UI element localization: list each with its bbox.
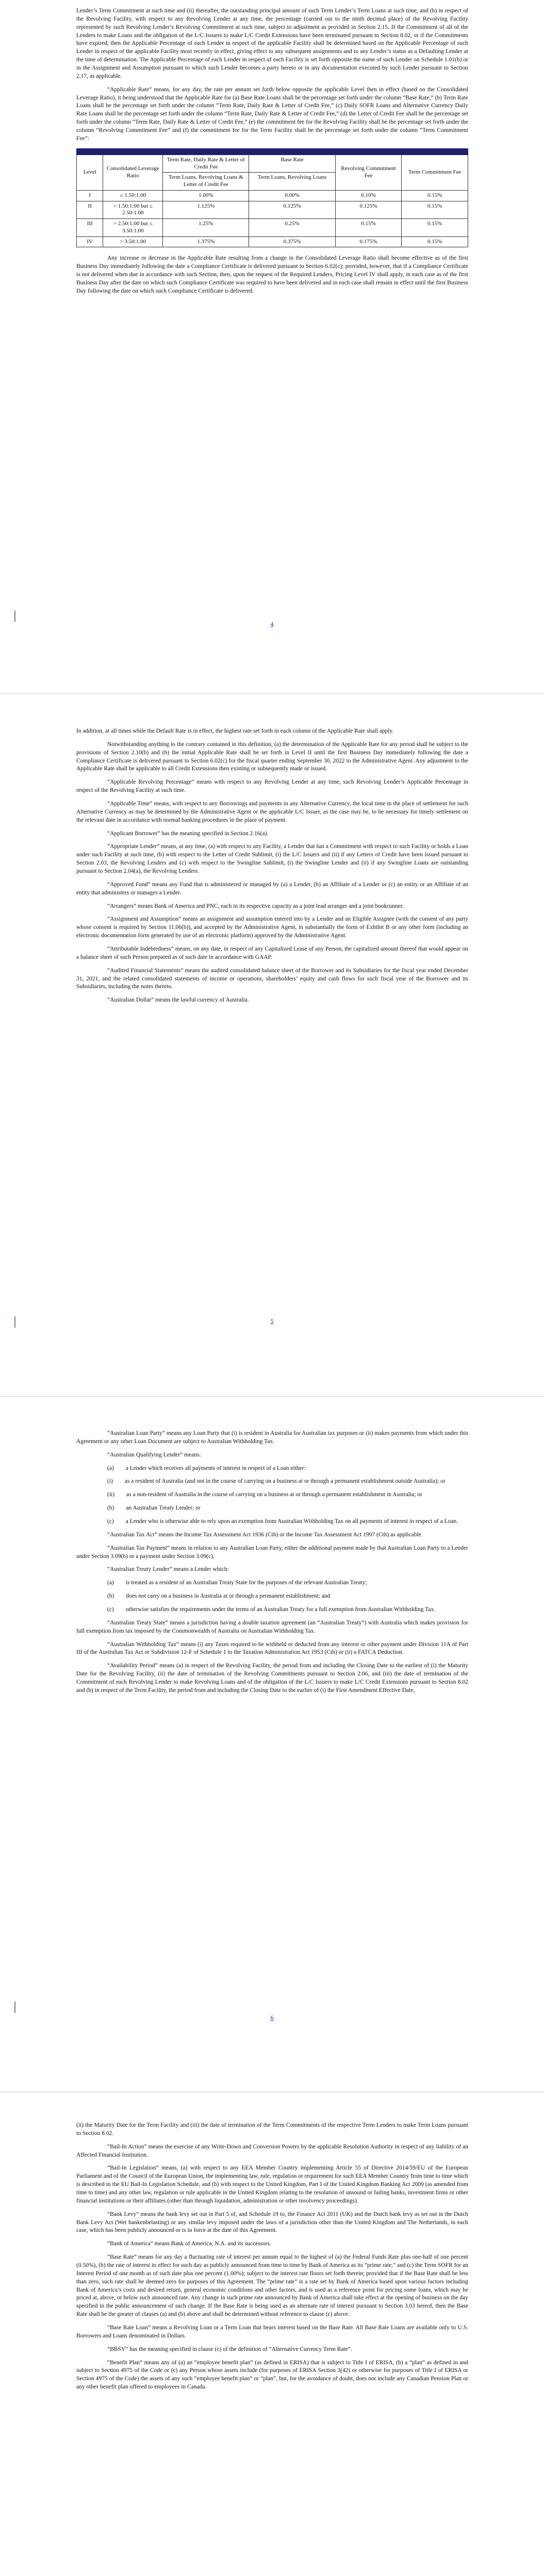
header-term-rate: Term Rate, Daily Rate & Letter of Credit Fee xyxy=(163,155,249,173)
cell-term-rate: 1.375% xyxy=(163,236,249,247)
paragraph: “Applicant Borrower” has the meaning specified in Section 2.16(a). xyxy=(107,830,269,837)
subheader-base-rate: Term Loans, Revolving Loans xyxy=(249,173,335,191)
page-4-body xyxy=(76,7,468,301)
cell-level: III xyxy=(77,219,103,237)
page-number-link[interactable]: 6 xyxy=(270,2015,274,2021)
list-item: (a) is treated as a resident of an Australian Treaty State for the purposes of the relevant Australian Treaty; xyxy=(107,1580,367,1586)
header-revolving-fee: Revolving Commitment Fee xyxy=(335,155,402,190)
paragraph: “Approved Fund” means any Fund that is administered or managed by (a) a Lender, (b) an Affiliate of a Lender or (c) an entity or an Affiliate of an entity that administers or manages a Lender. xyxy=(76,881,468,896)
paragraph: “Australian Treaty State” means a jurisdiction having a double taxation agreement (an “Australian Treaty”) with Australia which makes provision for full exemption from tax imposed by the Commonwealth of Australia on Australian Withholding Tax. xyxy=(76,1619,468,1634)
paragraph: “Bank Levy” means the bank levy set out in Part 5 of, and Schedule 19 to, the Finance Act 2011 (UK) and the Dutch bank levy as set out in the Dutch Bank Levy Act (Wet bankenbelasting) or any similar levy imposed under the laws of a jurisdiction other than the United Kingdom and The Netherlands, in each case, which has been publicly announced or is in force at the date of this Agreement. xyxy=(76,2211,468,2234)
cell-base-rate: 0.375% xyxy=(249,236,335,247)
cell-term-fee: 0.15% xyxy=(402,236,468,247)
paragraph: “Australian Withholding Tax” means (i) any Taxes required to be withheld or deducted from any interest or other payment under Division 11A of Part III of the Australian Tax Act or Subdivision 12-F of Schedule 1 to the Taxation Administration Act 1953 (Cth) or (ii) a FATCA Deduction. xyxy=(76,1641,468,1656)
cell-level: IV xyxy=(77,236,103,247)
cell-ratio: ≤ 1.50:1.00 xyxy=(103,190,163,201)
paragraph: “Applicable Rate” means, for any day, the rate per annum set forth below opposite the applicable Level then in effect (based on the Consolidated Leverage Ratio), it being understood that the Applicable Rate for (a) Base Rate Loans shall be the percentage set forth under the column “Base Rate,” (b) Term Rate Loans shall be the percentage set forth under the column “Term Rate, Daily Rate & Letter of Credit Fee,” (c) Daily SOFR Loans and Alternative Currency Daily Rate Loans shall be the percentage set forth under the column “Term Rate, Daily Rate & Letter of Credit Fee,” (d) the Letter of Credit Fee shall be the percentage set forth under the column “Term Rate, Daily Rate & Letter of Credit Fee,” (e) the commitment fee for the Revolving Facility shall be the percentage set forth under the column “Revolving Commitment Fee” and (f) the commitment fee for the Term Facility shall be the percentage set forth under the column “Term Commitment Fee”: xyxy=(76,86,468,142)
paragraph: “Appropriate Lender” means, at any time, (a) with respect to any Facility, a Lender that has a Commitment with respect to such Facility or holds a Loan under such Facility at such time, (b) with respect to the Letter of Credit Sublimit, (i) the L/C Issuers and (ii) if any Letters of Credit have been issued pursuant to Section 2.03, the Revolving Lenders and (c) with respect to the Swingline Sublimit, (i) the Swingline Lender and (ii) if any Swingline Loans are outstanding pursuant to Section 2.04(a), the Revolving Lenders. xyxy=(76,843,468,875)
paragraph: Notwithstanding anything to the contrary contained in this definition, (a) the determination of the Applicable Rate for any period shall be subject to the provisions of Section 2.10(b) and (b) the initial Applicable Rate shall be set forth in Level II until the first Business Day immediately following the date a Compliance Certificate is delivered pursuant to Section 6.02(c) for the fiscal quarter ending September 30, 2022 to the Administrative Agent. Any adjustment to the Applicable Rate shall be applicable to all Credit Extensions then existing or subsequently made or issued. xyxy=(76,741,468,772)
subheader-term-rate: Term Loans, Revolving Loans & Letter of Credit Fee xyxy=(163,173,249,191)
page-6-body xyxy=(76,1430,468,1700)
cell-level: I xyxy=(77,190,103,201)
cell-ratio: > 3.50:1.00 xyxy=(103,236,163,247)
table-row xyxy=(77,201,468,219)
page-divider xyxy=(0,1396,544,1397)
paragraph: “Australian Treaty Lender” means a Lender which: xyxy=(107,1566,229,1573)
cell-revolving-fee: 0.10% xyxy=(335,190,402,201)
list-item: (i) as a resident of Australia (and not in the course of carrying on a business at or through a permanent establishment outside Australia); or xyxy=(107,1478,446,1485)
page-number-link[interactable]: 5 xyxy=(270,1318,274,1325)
paragraph: Lender’s Term Commitment at such time and (ii) thereafter, the outstanding principal amount of such Term Lender’s Term Loans at such time, and (b) in respect of the Revolving Facility, with respect to any Revolving Lender at any time, the percentage (carried out to the ninth decimal place) of the Revolving Facility represented by such Revolving Lender’s Revolving Commitment at such time, subject to adjustment as provided in Section 2.15. If the Commitment of all of the Lenders to make Loans and the obligation of the L/C Issuers to make L/C Credit Extensions have been terminated pursuant to Section 8.02, or if the Commitments have expired, then the Applicable Percentage of each Lender in respect of the applicable Facility shall be determined based on the Applicable Percentage of such Lender in respect of the applicable Facility most recently in effect, giving effect to any subsequent assignments and to any Lender’s status as a Defaulting Lender at the time of determination. The Applicable Percentage of each Lender in respect of each Facility is set forth opposite the name of such Lender on Schedule 1.01(b) or in the Assignment and Assumption pursuant to which such Lender becomes a party hereto or in any documentation executed by such Lender pursuant to Section 2.17, as applicable. xyxy=(76,8,468,79)
list-item: (c) otherwise satisfies the requirements under the terms of an Australian Treaty for a full exemption from Australian Withholding Tax. xyxy=(107,1606,436,1613)
cell-ratio: > 1.50:1.00 but ≤ 2.50:1.00 xyxy=(103,201,163,219)
paragraph: “Audited Financial Statements” means the audited consolidated balance sheet of the Borrower and its Subsidiaries for the fiscal year ended December 31, 2021, and the related consolidated statements of income or operations, shareholders’ equity and cash flows for such fiscal year of the Borrower and its Subsidiaries, including the notes thereto. xyxy=(76,967,468,990)
paragraph: “Bail-In Action” means the exercise of any Write-Down and Conversion Powers by the applicable Resolution Authority in respect of any liability of an Affected Financial Institution. xyxy=(76,2143,468,2158)
paragraph: “Australian Tax Act” means the Income Tax Assessment Act 1936 (Cth) or the Income Tax Assessment Act 1997 (Cth) as applicable. xyxy=(107,1531,423,1538)
cell-term-fee: 0.15% xyxy=(402,190,468,201)
cell-term-rate: 1.125% xyxy=(163,201,249,219)
header-ratio: Consolidated Leverage Ratio xyxy=(103,155,163,190)
table-row xyxy=(77,190,468,201)
paragraph: “Australian Loan Party” means any Loan Party that (i) is resident in Australia for Australian tax purposes or (ii) makes payments from which under this Agreement or any other Loan Document are subject to Australian Withholding Tax. xyxy=(76,1430,468,1445)
paragraph: Any increase or decrease in the Applicable Rate resulting from a change in the Consolidated Leverage Ratio shall become effective as of the first Business Day immediately following the date a Compliance Certificate is delivered pursuant to Section 6.02(c); provided, however, that if a Compliance Certificate is not delivered when due in accordance with such Section, then, upon the request of the Required Lenders, Pricing Level IV shall apply, in each case as of the first Business Day after the date on which such Compliance Certificate was required to have been delivered and in each case shall remain in effect until the first Business Day following the date on which such Compliance Certificate is delivered. xyxy=(76,255,468,294)
paragraph: “BBSY” has the meaning specified in clause (c) of the definition of “Alternative Currency Term Rate”. xyxy=(107,2346,352,2352)
cell-base-rate: 0.25% xyxy=(249,219,335,237)
page-7-body xyxy=(76,2122,468,2397)
cell-revolving-fee: 0.125% xyxy=(335,201,402,219)
cell-base-rate: 0.00% xyxy=(249,190,335,201)
paragraph: “Base Rate Loan” means a Revolving Loan or a Term Loan that bears interest based on the Base Rate. All Base Rate Loans are available only to U.S. Borrowers and Loans denominated in Dollars. xyxy=(76,2325,468,2339)
paragraph: (ii) the Maturity Date for the Term Facility and (iii) the date of termination of the Term Commitments of the respective Term Lenders to make Term Loans pursuant to Section 8.02. xyxy=(76,2122,468,2137)
cell-base-rate: 0.125% xyxy=(249,201,335,219)
cell-revolving-fee: 0.175% xyxy=(335,236,402,247)
cell-term-fee: 0.15% xyxy=(402,201,468,219)
paragraph: “Arrangers” means Bank of America and PNC, each in its respective capacity as a joint lead arranger and a joint bookrunner. xyxy=(107,903,404,909)
paragraph: “Applicable Revolving Percentage” means with respect to any Revolving Lender at any time, such Revolving Lender’s Applicable Percentage in respect of the Revolving Facility at such time. xyxy=(76,779,468,794)
cell-ratio: > 2.50:1.00 but ≤ 3.50:1.00 xyxy=(103,219,163,237)
list-item: (a) a Lender which receives all payments of interest in respect of a Loan either: xyxy=(107,1465,306,1471)
paragraph: “Bail-In Legislation” means, (a) with respect to any EEA Member Country implementing Article 55 of Directive 2014/59/EU of the European Parliament and of the Council of the European Union, the implementing law, rule, regulation or requirement for such EEA Member Country from time to time which is described in the EU Bail-In Legislation Schedule, and (b) with respect to the United Kingdom, Part I of the United Kingdom Banking Act 2009 (as amended from time to time) and any other law, regulation or rule applicable in the United Kingdom relating to the resolution of unsound or failing banks, investment firms or other financial institutions or their affiliates (other than through liquidation, administration or other insolvency proceedings). xyxy=(76,2165,468,2204)
paragraph: “Australian Dollar” means the lawful currency of Australia. xyxy=(107,997,249,1004)
paragraph: “Australian Tax Payment” means in relation to any Australian Loan Party, either the additional payment made by that Australian Loan Party to a Lender under Section 3.09(b) or a payment under Section 3.09(c). xyxy=(76,1545,468,1560)
table-header-band xyxy=(77,148,468,155)
header-level: Level xyxy=(77,155,103,190)
page-number-link[interactable]: 4 xyxy=(270,621,274,628)
paragraph: “Bank of America” means Bank of America, N.A. and its successors. xyxy=(107,2241,272,2247)
margin-change-bar xyxy=(14,2002,15,2013)
paragraph: In addition, at all times while the Default Rate is in effect, the highest rate set forth in each column of the Applicable Rate shall apply. xyxy=(76,728,394,734)
list-item: (c) a Lender who is otherwise able to rely upon an exemption from Australian Withholding Tax on all payments of interest in respect of a Loan. xyxy=(107,1518,458,1525)
cell-term-rate: 1.00% xyxy=(163,190,249,201)
paragraph: “Base Rate” means for any day a fluctuating rate of interest per annum equal to the highest of (a) the Federal Funds Rate plus one-half of one percent (0.50%), (b) the rate of interest in effect for such day as publicly announced from time to time by Bank of America as its “prime rate,” and (c) the Term SOFR for an Interest Period of one month as of such date plus one percent (1.00%); subject to the interest rate floors set forth therein; provided that if the Base Rate shall be less than zero, such rate shall be deemed zero for purposes of this Agreement. The “prime rate” is a rate set by Bank of America based upon various factors including Bank of America’s costs and desired return, general economic conditions and other factors, and is used as a reference point for pricing some loans, which may be priced at, above, or below such announced rate. Any change in such prime rate announced by Bank of America shall take effect at the opening of business on the day specified in the public announcement of such change. If the Base Rate is being used as an alternate rate of interest pursuant to Section 3.03 hereof, then the Base Rate shall be the greater of clauses (a) and (b) above and shall be determined without reference to clause (c) above. xyxy=(76,2254,468,2318)
pricing-grid-table xyxy=(76,148,468,248)
paragraph: “Benefit Plan” means any of (a) an “employee benefit plan” (as defined in ERISA) that is subject to Title I of ERISA, (b) a “plan” as defined in and subject to Section 4975 of the Code or (c) any Person whose assets include (for purposes of ERISA Section 3(42) or otherwise for purposes of Title I of ERISA or Section 4975 of the Code) the assets of any such “employee benefit plan” or “plan”, but, for the avoidance of doubt, does not include any Canadian Pension Plan or any other benefit plan offered to employees in Canada. xyxy=(76,2359,468,2391)
list-item: (ii) as a non-resident of Australia in the course of carrying on a business at or through a permanent establishment in Australia; or xyxy=(107,1492,422,1498)
paragraph: “Attributable Indebtedness” means, on any date, in respect of any Capitalized Lease of any Person, the capitalized amount thereof that would appear on a balance sheet of such Person prepared as of such date in accordance with GAAP. xyxy=(76,946,468,960)
cell-term-rate: 1.25% xyxy=(163,219,249,237)
cell-level: II xyxy=(77,201,103,219)
page-5-body xyxy=(76,727,468,1010)
header-base-rate: Base Rate xyxy=(249,155,335,173)
header-term-fee: Term Commitment Fee xyxy=(402,155,468,190)
paragraph: “Australian Qualifying Lender” means: xyxy=(107,1451,201,1458)
list-item: (b) does not carry on a business in Australia at or through a permanent establishment; and xyxy=(107,1593,331,1600)
paragraph: “Applicable Time” means, with respect to any Borrowings and payments in any Alternative Currency, the local time in the place of settlement for such Alternative Currency as may be determined by the Administrative Agent or the applicable L/C Issuer, as the case may be, to be necessary for timely settlement on the relevant date in accordance with normal banking procedures in the place of payment. xyxy=(76,801,468,823)
list-item: (b) an Australian Treaty Lender; or xyxy=(107,1505,201,1512)
table-row xyxy=(77,236,468,247)
paragraph: “Availability Period” means (a) in respect of the Revolving Facility, the period from and including the Closing Date to the earliest of (i) the Maturity Date for the Revolving Facility, (ii) the date of termination of the Revolving Commitments pursuant to Section 2.06, and (iii) the date of termination of the Commitment of each Revolving Lender to make Revolving Loans and of the obligation of the L/C Issuers to make L/C Credit Extensions pursuant to Section 8.02 and (b) in respect of the Term Facility, the period from and including the Closing Date to the earlier of (i) the First Amendment Effective Date, xyxy=(76,1663,468,1693)
table-row xyxy=(77,219,468,237)
paragraph: “Assignment and Assumption” means an assignment and assumption entered into by a Lender and an Eligible Assignee (with the consent of any party whose consent is required by Section 11.06(b)), and accepted by the Administrative Agent, in substantially the form of Exhibit B or any other form (including an electronic documentation form generated by use of an electronic platform) approved by the Administrative Agent. xyxy=(76,916,468,939)
cell-term-fee: 0.15% xyxy=(402,219,468,237)
cell-revolving-fee: 0.15% xyxy=(335,219,402,237)
margin-change-bar xyxy=(14,611,15,622)
